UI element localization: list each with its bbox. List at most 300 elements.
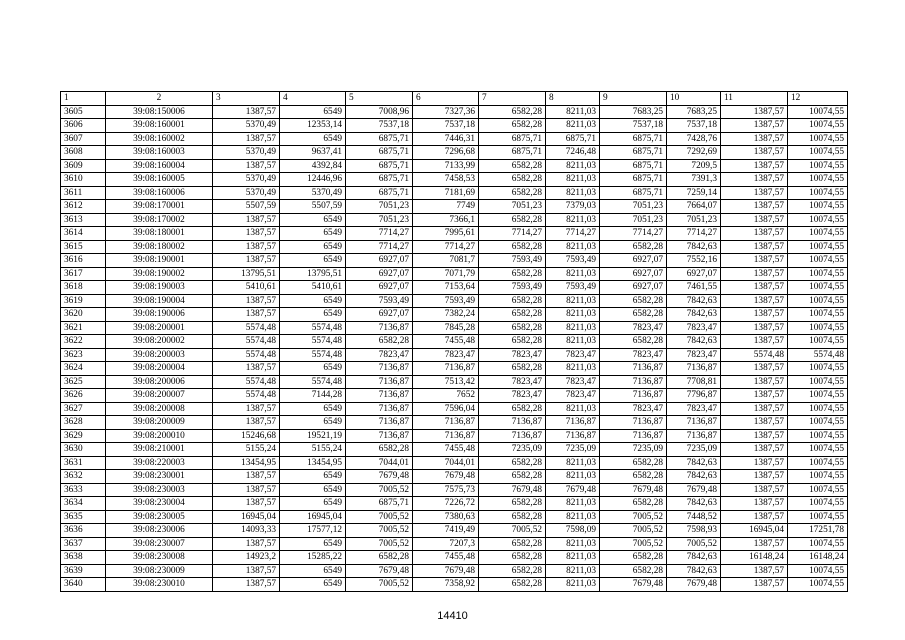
table-cell: 7823,47 (479, 389, 546, 403)
table-cell: 7226,72 (413, 497, 479, 511)
table-cell: 7823,47 (667, 348, 721, 362)
table-cell: 1387,57 (213, 105, 280, 119)
table-row (61, 375, 848, 389)
table-cell: 7235,09 (667, 443, 721, 457)
table-row (61, 429, 848, 443)
table-cell: 1387,57 (721, 578, 788, 592)
table-cell: 6582,28 (479, 470, 546, 484)
table-cell: 3609 (61, 159, 106, 173)
table-row (61, 456, 848, 470)
table-cell: 7044,01 (413, 456, 479, 470)
table-cell: 3622 (61, 335, 106, 349)
table-cell: 6582,28 (346, 551, 413, 565)
table-cell: 7379,03 (546, 200, 600, 214)
table-cell: 1387,57 (213, 564, 280, 578)
table-cell: 7051,23 (346, 213, 413, 227)
table-cell: 6582,28 (479, 510, 546, 524)
table-row (61, 146, 848, 160)
table-cell: 6927,07 (346, 308, 413, 322)
table-cell: 39:08:190003 (106, 281, 213, 295)
table-row (61, 294, 848, 308)
table-cell: 10074,55 (788, 537, 848, 551)
table-row (61, 483, 848, 497)
table-cell: 6582,28 (600, 497, 667, 511)
table-cell: 1387,57 (721, 186, 788, 200)
table-cell: 7136,87 (346, 389, 413, 403)
table-cell: 7679,48 (667, 483, 721, 497)
table-cell: 15246,68 (213, 429, 280, 443)
table-cell: 7823,47 (667, 402, 721, 416)
table-cell: 6875,71 (346, 132, 413, 146)
table-cell: 7005,52 (346, 510, 413, 524)
table-cell: 10074,55 (788, 200, 848, 214)
table-cell: 6549 (280, 254, 346, 268)
table-cell: 1387,57 (721, 227, 788, 241)
table-cell: 7136,87 (413, 429, 479, 443)
table-row (61, 348, 848, 362)
table-cell: 3614 (61, 227, 106, 241)
table-cell: 5370,49 (213, 186, 280, 200)
table-cell: 10074,55 (788, 308, 848, 322)
table-cell: 3638 (61, 551, 106, 565)
table-cell: 7708,81 (667, 375, 721, 389)
table-cell: 7842,63 (667, 335, 721, 349)
column-header: 10 (667, 92, 721, 106)
table-cell: 3606 (61, 119, 106, 133)
table-cell: 7136,87 (600, 362, 667, 376)
table-row (61, 389, 848, 403)
table-cell: 10074,55 (788, 335, 848, 349)
table-cell: 7596,04 (413, 402, 479, 416)
table-cell: 6582,28 (479, 267, 546, 281)
table-cell: 6582,28 (479, 308, 546, 322)
table-cell: 3630 (61, 443, 106, 457)
table-cell: 3620 (61, 308, 106, 322)
table-cell: 8211,03 (546, 510, 600, 524)
table-cell: 6549 (280, 105, 346, 119)
table-cell: 1387,57 (721, 335, 788, 349)
table-cell: 6549 (280, 483, 346, 497)
table-cell: 7537,18 (346, 119, 413, 133)
table-cell: 6549 (280, 537, 346, 551)
table-cell: 7246,48 (546, 146, 600, 160)
table-cell: 14923,2 (213, 551, 280, 565)
table-cell: 7714,27 (600, 227, 667, 241)
table-cell: 39:08:230003 (106, 483, 213, 497)
table-cell: 7823,47 (346, 348, 413, 362)
table-cell: 10074,55 (788, 510, 848, 524)
table-cell: 5574,48 (280, 348, 346, 362)
table-cell: 7823,47 (479, 375, 546, 389)
table-cell: 7842,63 (667, 551, 721, 565)
table-cell: 8211,03 (546, 105, 600, 119)
table-cell: 6927,07 (600, 254, 667, 268)
table-cell: 7051,23 (667, 213, 721, 227)
table-row (61, 321, 848, 335)
table-cell: 6582,28 (346, 335, 413, 349)
table-cell: 7136,87 (346, 416, 413, 430)
table-row (61, 402, 848, 416)
table-cell: 1387,57 (721, 564, 788, 578)
table-cell: 7714,27 (413, 240, 479, 254)
table-cell: 7458,53 (413, 173, 479, 187)
table-cell: 39:08:190002 (106, 267, 213, 281)
table-cell: 39:08:160001 (106, 119, 213, 133)
table-cell: 1387,57 (721, 254, 788, 268)
table-cell: 7235,09 (600, 443, 667, 457)
table-cell: 10074,55 (788, 578, 848, 592)
table-cell: 5574,48 (213, 389, 280, 403)
table-cell: 6582,28 (479, 294, 546, 308)
table-cell: 1387,57 (721, 281, 788, 295)
table-cell: 10074,55 (788, 416, 848, 430)
table-cell: 3627 (61, 402, 106, 416)
table-cell: 7366,1 (413, 213, 479, 227)
table-cell: 6549 (280, 497, 346, 511)
table-cell: 39:08:230008 (106, 551, 213, 565)
table-cell: 7448,52 (667, 510, 721, 524)
table-cell: 7593,49 (546, 254, 600, 268)
table-cell: 6549 (280, 362, 346, 376)
table-row (61, 335, 848, 349)
table-cell: 3637 (61, 537, 106, 551)
table-cell: 7008,96 (346, 105, 413, 119)
table-cell: 5574,48 (213, 335, 280, 349)
table-cell: 39:08:230005 (106, 510, 213, 524)
table-cell: 3607 (61, 132, 106, 146)
table-cell: 7136,87 (600, 389, 667, 403)
table-cell: 8211,03 (546, 578, 600, 592)
table-cell: 7081,7 (413, 254, 479, 268)
table-cell: 5370,49 (213, 119, 280, 133)
table-cell: 13795,51 (213, 267, 280, 281)
table-cell: 16148,24 (721, 551, 788, 565)
column-header: 5 (346, 92, 413, 106)
table-cell: 6875,71 (479, 146, 546, 160)
table-cell: 6582,28 (600, 335, 667, 349)
table-row (61, 173, 848, 187)
table-cell: 3618 (61, 281, 106, 295)
table-cell: 8211,03 (546, 470, 600, 484)
table-cell: 39:08:200002 (106, 335, 213, 349)
table-cell: 10074,55 (788, 456, 848, 470)
table-row (61, 254, 848, 268)
table-cell: 3636 (61, 524, 106, 538)
table-cell: 7005,52 (346, 578, 413, 592)
table-cell: 3624 (61, 362, 106, 376)
table-cell: 16945,04 (721, 524, 788, 538)
table-row (61, 105, 848, 119)
table-cell: 39:08:170002 (106, 213, 213, 227)
table-cell: 7259,14 (667, 186, 721, 200)
table-cell: 7153,64 (413, 281, 479, 295)
table-cell: 1387,57 (721, 146, 788, 160)
table-row (61, 200, 848, 214)
table-cell: 1387,57 (213, 497, 280, 511)
table-cell: 13795,51 (280, 267, 346, 281)
table-cell: 8211,03 (546, 308, 600, 322)
table-cell: 7842,63 (667, 456, 721, 470)
table-cell: 1387,57 (721, 389, 788, 403)
table-cell: 8211,03 (546, 186, 600, 200)
table-cell: 7513,42 (413, 375, 479, 389)
table-cell: 39:08:160006 (106, 186, 213, 200)
table-cell: 39:08:230006 (106, 524, 213, 538)
table-cell: 39:08:200004 (106, 362, 213, 376)
table-cell: 8211,03 (546, 294, 600, 308)
table-cell: 3615 (61, 240, 106, 254)
table-cell: 12353,14 (280, 119, 346, 133)
table-cell: 39:08:200001 (106, 321, 213, 335)
table-cell: 7995,61 (413, 227, 479, 241)
table-cell: 7823,47 (479, 348, 546, 362)
table-cell: 6875,71 (479, 132, 546, 146)
table-cell: 16945,04 (213, 510, 280, 524)
table-cell: 7005,52 (346, 524, 413, 538)
table-cell: 7683,25 (600, 105, 667, 119)
table-cell: 6582,28 (479, 402, 546, 416)
table-cell: 6549 (280, 416, 346, 430)
table-cell: 7292,69 (667, 146, 721, 160)
table-cell: 6582,28 (479, 173, 546, 187)
table-cell: 7593,49 (413, 294, 479, 308)
table-cell: 14093,33 (213, 524, 280, 538)
table-row (61, 443, 848, 457)
table-cell: 6582,28 (479, 362, 546, 376)
table-cell: 10074,55 (788, 375, 848, 389)
table-cell: 1387,57 (721, 362, 788, 376)
table-cell: 3619 (61, 294, 106, 308)
table-cell: 5370,49 (213, 146, 280, 160)
column-header: 4 (280, 92, 346, 106)
table-cell: 8211,03 (546, 321, 600, 335)
table-cell: 3634 (61, 497, 106, 511)
table-cell: 39:08:160003 (106, 146, 213, 160)
table-cell: 8211,03 (546, 213, 600, 227)
table-cell: 7823,47 (600, 402, 667, 416)
table-cell: 7136,87 (667, 429, 721, 443)
table-cell: 3616 (61, 254, 106, 268)
table-row (61, 132, 848, 146)
table-cell: 3625 (61, 375, 106, 389)
table-cell: 10074,55 (788, 389, 848, 403)
table-cell: 39:08:230009 (106, 564, 213, 578)
table-row (61, 416, 848, 430)
table-cell: 6927,07 (346, 281, 413, 295)
table-cell: 8211,03 (546, 173, 600, 187)
table-cell: 6582,28 (479, 213, 546, 227)
table-cell: 7679,48 (479, 483, 546, 497)
table-cell: 39:08:200008 (106, 402, 213, 416)
table-cell: 6582,28 (600, 456, 667, 470)
table-cell: 1387,57 (213, 213, 280, 227)
table-cell: 5155,24 (280, 443, 346, 457)
table-cell: 1387,57 (721, 267, 788, 281)
table-cell: 3639 (61, 564, 106, 578)
table-cell: 7679,48 (546, 483, 600, 497)
table-cell: 7209,5 (667, 159, 721, 173)
table-cell: 1387,57 (213, 132, 280, 146)
table-cell: 10074,55 (788, 402, 848, 416)
table-cell: 3605 (61, 105, 106, 119)
table-cell: 7136,87 (413, 362, 479, 376)
table-cell: 6875,71 (600, 146, 667, 160)
table-cell: 39:08:230004 (106, 497, 213, 511)
table-cell: 5507,59 (280, 200, 346, 214)
table-cell: 39:08:230001 (106, 470, 213, 484)
table-row (61, 308, 848, 322)
table-cell: 6582,28 (479, 119, 546, 133)
table-row (61, 119, 848, 133)
table-cell: 7593,49 (346, 294, 413, 308)
table-cell: 7598,09 (546, 524, 600, 538)
table-cell: 10074,55 (788, 105, 848, 119)
table-cell: 6875,71 (600, 173, 667, 187)
table-row (61, 240, 848, 254)
column-header: 9 (600, 92, 667, 106)
table-cell: 8211,03 (546, 456, 600, 470)
table-cell: 6875,71 (346, 186, 413, 200)
table-cell: 7005,52 (667, 537, 721, 551)
table-cell: 5574,48 (788, 348, 848, 362)
table-cell: 7823,47 (546, 389, 600, 403)
table-cell: 1387,57 (213, 294, 280, 308)
table-cell: 10074,55 (788, 470, 848, 484)
table-cell: 7537,18 (600, 119, 667, 133)
table-cell: 7455,48 (413, 335, 479, 349)
table-cell: 7823,47 (600, 348, 667, 362)
table-cell: 1387,57 (721, 173, 788, 187)
table-cell: 1387,57 (721, 213, 788, 227)
table-cell: 39:08:210001 (106, 443, 213, 457)
table-cell: 7461,55 (667, 281, 721, 295)
table-cell: 3632 (61, 470, 106, 484)
column-header: 7 (479, 92, 546, 106)
table-body (61, 92, 848, 592)
column-header: 8 (546, 92, 600, 106)
table-cell: 10074,55 (788, 294, 848, 308)
table-cell: 10074,55 (788, 429, 848, 443)
table-cell: 7428,76 (667, 132, 721, 146)
table-cell: 1387,57 (721, 132, 788, 146)
table-cell: 7051,23 (479, 200, 546, 214)
table-cell: 7136,87 (600, 429, 667, 443)
table-cell: 1387,57 (721, 443, 788, 457)
table-cell: 7537,18 (413, 119, 479, 133)
table-cell: 7679,48 (346, 564, 413, 578)
table-cell: 6875,71 (600, 159, 667, 173)
table-cell: 1387,57 (721, 510, 788, 524)
table-cell: 12446,96 (280, 173, 346, 187)
table-cell: 7136,87 (667, 362, 721, 376)
table-cell: 5370,49 (213, 173, 280, 187)
table-cell: 10074,55 (788, 321, 848, 335)
table-cell: 6927,07 (600, 267, 667, 281)
table-cell: 10074,55 (788, 173, 848, 187)
table-cell: 1387,57 (721, 470, 788, 484)
table-cell: 7823,47 (600, 321, 667, 335)
table-cell: 39:08:170001 (106, 200, 213, 214)
table-cell: 8211,03 (546, 497, 600, 511)
table-cell: 1387,57 (721, 240, 788, 254)
table-cell: 10074,55 (788, 564, 848, 578)
table-cell: 7136,87 (346, 429, 413, 443)
table-cell: 10074,55 (788, 281, 848, 295)
table-cell: 7842,63 (667, 308, 721, 322)
table-cell: 7380,63 (413, 510, 479, 524)
table-cell: 6875,71 (346, 173, 413, 187)
table-cell: 1387,57 (213, 308, 280, 322)
table-cell: 7842,63 (667, 240, 721, 254)
table-cell: 10074,55 (788, 240, 848, 254)
table-cell: 7823,47 (413, 348, 479, 362)
table-cell: 8211,03 (546, 119, 600, 133)
table-cell: 3621 (61, 321, 106, 335)
table-cell: 6582,28 (479, 578, 546, 592)
table-cell: 6875,71 (346, 159, 413, 173)
table-cell: 3612 (61, 200, 106, 214)
table-cell: 7136,87 (667, 416, 721, 430)
table-cell: 10074,55 (788, 267, 848, 281)
table-cell: 10074,55 (788, 254, 848, 268)
table-cell: 1387,57 (721, 456, 788, 470)
table-cell: 16148,24 (788, 551, 848, 565)
column-header: 12 (788, 92, 848, 106)
table-cell: 7714,27 (667, 227, 721, 241)
table-cell: 3631 (61, 456, 106, 470)
table-cell: 6582,28 (479, 537, 546, 551)
table-cell: 6582,28 (479, 105, 546, 119)
table-cell: 7136,87 (346, 402, 413, 416)
table-cell: 10074,55 (788, 132, 848, 146)
table-cell: 1387,57 (213, 578, 280, 592)
table-cell: 7679,48 (413, 564, 479, 578)
table-cell: 7575,73 (413, 483, 479, 497)
table-cell: 7005,52 (600, 510, 667, 524)
table-cell: 6549 (280, 402, 346, 416)
table-cell: 8211,03 (546, 564, 600, 578)
table-row (61, 470, 848, 484)
table-cell: 7714,27 (546, 227, 600, 241)
table-cell: 7446,31 (413, 132, 479, 146)
table-cell: 6875,71 (546, 132, 600, 146)
table-cell: 7537,18 (667, 119, 721, 133)
table-cell: 1387,57 (721, 416, 788, 430)
table-cell: 7714,27 (479, 227, 546, 241)
table-cell: 3611 (61, 186, 106, 200)
table-cell: 7005,52 (479, 524, 546, 538)
table-cell: 3628 (61, 416, 106, 430)
table-cell: 7391,3 (667, 173, 721, 187)
table-cell: 7358,92 (413, 578, 479, 592)
table-cell: 39:08:200010 (106, 429, 213, 443)
table-cell: 10074,55 (788, 483, 848, 497)
table-cell: 7842,63 (667, 497, 721, 511)
column-header: 1 (61, 92, 106, 106)
table-cell: 3617 (61, 267, 106, 281)
table-cell: 7679,48 (667, 578, 721, 592)
table-cell: 1387,57 (213, 362, 280, 376)
table-cell: 7842,63 (667, 470, 721, 484)
table-cell: 6582,28 (479, 497, 546, 511)
table-cell: 7136,87 (546, 416, 600, 430)
table-cell: 8211,03 (546, 551, 600, 565)
table-cell: 5574,48 (280, 335, 346, 349)
table-cell: 39:08:160004 (106, 159, 213, 173)
table-cell: 7679,48 (346, 470, 413, 484)
table-cell: 6582,28 (479, 551, 546, 565)
table-cell: 39:08:200006 (106, 375, 213, 389)
